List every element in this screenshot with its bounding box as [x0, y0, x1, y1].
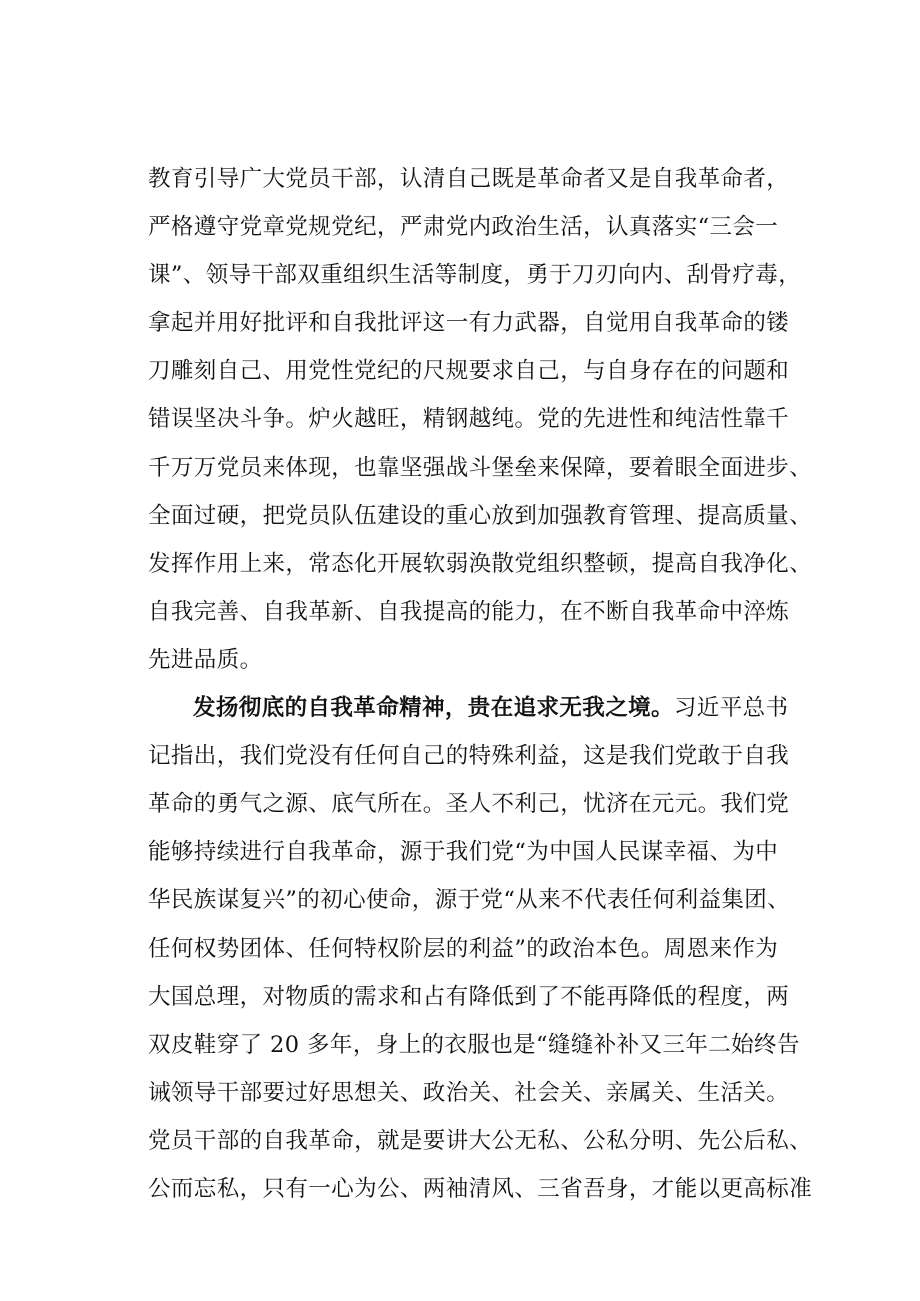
- text-line: 刀雕刻自己、用党性党纪的尺规要求自己，与自身存在的问题和: [148, 358, 790, 385]
- text-line: 教育引导广大党员干部，认清自己既是革命者又是自我革命者，: [148, 166, 790, 192]
- text-line: 党员干部的自我革命，就是要讲大公无私、公私分明、先公后私、: [148, 1127, 813, 1154]
- text-line: 错误坚决斗争。炉火越旺，精钢越纯。党的先进性和纯洁性靠千: [148, 406, 790, 433]
- text-line: 全面过硬，把党员队伍建设的重心放到加强教育管理、提高质量、: [148, 502, 813, 529]
- text-line: 公而忘私，只有一心为公、两袖清风、三省吾身，才能以更高标准: [148, 1175, 813, 1202]
- text-line: 华民族谋复兴”的初心使命，源于党“从来不代表任何利益集团、: [148, 887, 791, 914]
- text-line: 先进品质。: [148, 646, 263, 673]
- paragraph-2: [148, 684, 828, 1213]
- text-line: 发挥作用上来，常态化开展软弱涣散党组织整顿，提高自我净化、: [148, 550, 813, 577]
- paragraph-first-line: [148, 684, 828, 732]
- text-line: 革命的勇气之源、底气所在。圣人不利己，忧济在元元。我们党: [148, 791, 790, 818]
- text-line: 诫领导干部要过好思想关、政治关、社会关、亲属关、生活关。: [148, 1079, 790, 1106]
- paragraph-first-line-rest: 习近平总书: [673, 695, 789, 722]
- text-line: 拿起并用好批评和自我批评这一有力武器，自觉用自我革命的镂: [148, 310, 790, 337]
- paragraph-1: [148, 155, 828, 684]
- text-line: 自我完善、自我革新、自我提高的能力，在不断自我革命中淬炼: [148, 598, 790, 625]
- text-line: 千万万党员来体现，也靠坚强战斗堡垒来保障，要着眼全面进步、: [148, 454, 813, 481]
- paragraph-heading: 发扬彻底的自我革命精神，贵在追求无我之境。: [193, 695, 674, 722]
- text-line: 任何权势团体、任何特权阶层的利益”的政治本色。周恩来作为: [148, 935, 779, 962]
- text-line: 严格遵守党章党规党纪，严肃党内政治生活，认真落实“三会一: [148, 214, 779, 241]
- text-line: 能够持续进行自我革命，源于我们党“为中国人民谋幸福、为中: [148, 839, 779, 866]
- document-body: [148, 155, 828, 1213]
- text-line: 记指出，我们党没有任何自己的特殊利益，这是我们党敢于自我: [148, 743, 790, 770]
- text-line: 大国总理，对物质的需求和占有降低到了不能再降低的程度，两: [148, 983, 790, 1010]
- text-line: 双皮鞋穿了 20 多年，身上的衣服也是“缝缝补补又三年二始终告: [148, 1031, 800, 1058]
- text-line: 课”、领导干部双重组织生活等制度，勇于刀刃向内、刮骨疗毒，: [148, 262, 802, 289]
